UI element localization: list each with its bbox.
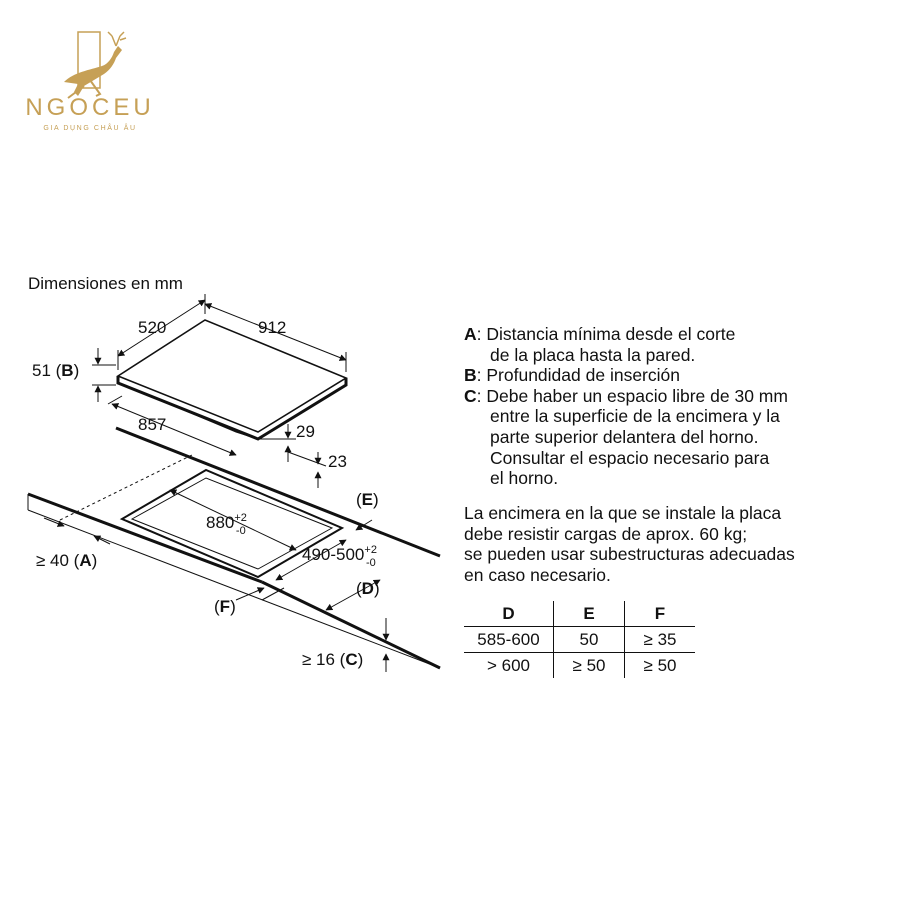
dimensions-title: Dimensiones en mm (28, 274, 183, 293)
table-cell: 50 (554, 627, 625, 653)
label-857: 857 (138, 415, 167, 434)
table-cell: > 600 (486, 655, 530, 675)
note-b: B : Profundidad de inserción (464, 365, 874, 386)
note-c-line: Consultar el espacio necesario para (490, 447, 770, 468)
label-23: 23 (328, 452, 347, 471)
label-51-b: 51 (B) (32, 361, 80, 380)
header-d: D (464, 601, 554, 627)
note-b-line: Profundidad de inserción (486, 365, 680, 386)
note-c-line: parte superior delantera del horno. (490, 426, 759, 447)
load-paragraph (464, 503, 884, 585)
table-row (464, 653, 695, 679)
label-490-500: $490-500^{+2}$ -0 (302, 544, 377, 569)
dimensions-table (464, 601, 695, 678)
note-c-line: el horno. (490, 468, 559, 489)
label-a: ≥ 40 (A) (36, 551, 98, 570)
label-c: ≥ 16 (C) (302, 650, 364, 669)
table-cell: ≥ 50 (625, 653, 696, 679)
label-880: $880^{+2}$ -0 (206, 512, 247, 537)
para-line: debe resistir cargas de aprox. 60 kg; (464, 523, 748, 544)
table-cell: ≥ 35 (625, 627, 696, 653)
countertop-outline (28, 428, 440, 668)
label-e: (E) (356, 490, 379, 509)
label-29: 29 (296, 422, 315, 441)
label-d: (D) (356, 579, 380, 598)
header-e: E (554, 601, 625, 627)
note-a-line: Distancia mínima desde el corte (486, 324, 736, 344)
para-line: La encimera en la que se instale la placa (464, 503, 782, 523)
legend-notes (464, 324, 874, 489)
table-header-row (464, 601, 695, 627)
note-c: C : Debe haber un espacio libre de 30 mm (464, 386, 874, 407)
brand-subtitle: GIA DỤNG CHÂU ÂU (43, 125, 137, 132)
note-c-line: Debe haber un espacio libre de 30 mm (486, 385, 788, 406)
label-f: (F) (214, 597, 236, 616)
note-a-line: de la placa hasta la pared. (490, 344, 696, 365)
table-cell: ≥ 50 (554, 653, 625, 679)
table-row (464, 627, 695, 653)
header-f: F (625, 601, 696, 627)
para-line: se pueden usar subestructuras adecuadas (464, 544, 795, 565)
table-cell: 585-600 (464, 627, 554, 653)
label-520: 520 (138, 318, 167, 337)
note-c-line: entre la superficie de la encimera y la (490, 406, 780, 427)
label-912: 912 (258, 318, 287, 337)
para-line: en caso necesario. (464, 564, 611, 585)
note-a: A : Distancia mínima desde el corte (464, 324, 736, 344)
brand-name: NGOCEU (25, 94, 155, 121)
